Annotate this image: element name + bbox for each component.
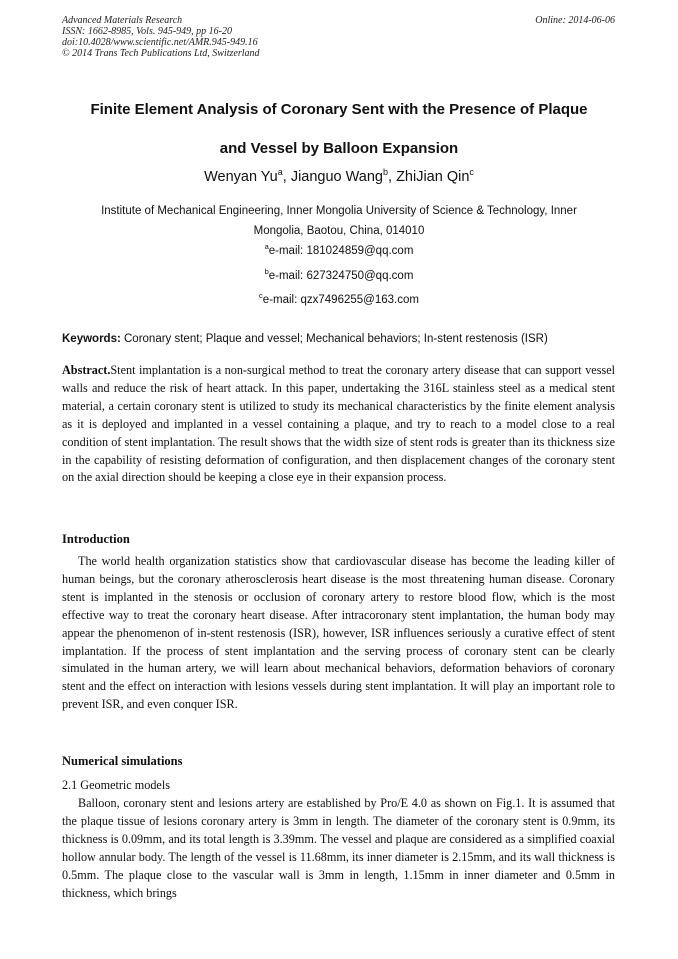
email-mark: b — [264, 267, 269, 277]
online-date: Online: 2014-06-06 — [535, 15, 615, 26]
email-text: e-mail: 627324750@qq.com — [268, 270, 414, 282]
author-separator: , — [282, 169, 291, 185]
author-name: Jianguo Wang — [290, 169, 383, 185]
affiliation — [70, 201, 608, 241]
keywords-text: Coronary stent; Plaque and vessel; Mechanical behaviors; In-stent restenosis (ISR) — [120, 333, 548, 345]
title-line-1: Finite Element Analysis of Coronary Sent with the Presence of Plaque — [90, 101, 588, 118]
abstract-text: Stent implantation is a non-surgical method to treat the coronary artery disease that can support vessel walls and reduce the risk of heart attack. In this paper, undertaking the 316L stainless steel as a medical stent material, a certain coronary stent is utilized to study its mechanical characteristics by the finite element analysis as it is deployed and implanted in a vessel containing a plaque, and try to reach to a model close to a real condition of stent implantation. The result shows that the width size of stent rods is greater than its thickness size in the capability of resisting deformation of configuration, and then displacement changes of the coronary stent on the axial direction should be keeping a close eye in their expansion process. — [62, 363, 615, 485]
author-affil-mark: a — [277, 167, 283, 178]
title-line-2: and Vessel by Balloon Expansion — [219, 140, 459, 157]
affiliation-line-1: Institute of Mechanical Engineering, Inner Mongolia University of Science & Technology, Inner — [101, 205, 577, 217]
journal-header — [62, 15, 615, 59]
email-line — [40, 268, 638, 284]
geometric-models-subheading: 2.1 Geometric models — [62, 778, 170, 792]
email-text: e-mail: qzx7496255@163.com — [262, 294, 419, 306]
introduction-heading: Introduction — [62, 532, 130, 546]
numerical-simulations-heading: Numerical simulations — [62, 754, 183, 768]
abstract-label: Abstract. — [62, 363, 111, 377]
abstract — [62, 362, 615, 487]
email-mark: c — [259, 291, 263, 301]
email-text: e-mail: 181024859@qq.com — [268, 245, 414, 257]
author-separator: , — [388, 169, 397, 185]
affiliation-line-2: Mongolia, Baotou, China, 014010 — [253, 225, 425, 237]
copyright-line: © 2014 Trans Tech Publications Ltd, Switzerland — [62, 48, 260, 59]
introduction-paragraph: The world health organization statistics show that cardiovascular disease has become the leading killer of human beings, but the coronary atherosclerosis heart disease is the most threatening human disease. Coronary stent is implanted in the stenosis or occlusion of coronary artery to restore blood flow, which is the most effective way to treat the coronary heart disease. After intracoronary stent implantation, the human body may appear the phenomenon of in-stent restenosis (ISR), however, ISR influences seriously a curative effect of stent implantation. If the process of stent implantation and the serving process of coronary stent can be clearly simulated in the human artery, we will learn about mechanical behaviors, deformation behaviors of coronary stent and the effect on interaction with lesions vessels during stent implantation. It will play an important role to prevent ISR, and even conquer ISR. — [62, 554, 615, 712]
email-line — [40, 243, 638, 259]
issn-line: ISSN: 1662-8985, Vols. 945-949, pp 16-20 — [62, 26, 232, 37]
author-name: ZhiJian Qin — [396, 169, 470, 185]
author-name: Wenyan Yu — [204, 169, 278, 185]
author-affil-mark: c — [469, 167, 474, 178]
doi-line: doi:10.4028/www.scientific.net/AMR.945-949.16 — [62, 37, 258, 48]
author-affil-mark: b — [382, 167, 388, 178]
keywords — [62, 331, 615, 347]
geometric-models-paragraph: Balloon, coronary stent and lesions artery are established by Pro/E 4.0 as shown on Fig.1. It is assumed that the plaque tissue of lesions coronary artery is 3mm in length. The diameter of the coronary stent is 0.9mm, its thickness is 0.09mm, and its total length is 3.39mm. The vessel and plaque are considered as a simplified coaxial hollow annular body. The length of the vessel is 11.68mm, its inner diameter is 2.15mm, and its wall thickness is 0.5mm. The plaque close to the vascular wall is 3mm in length, 1.15mm in inner diameter and 0.5mm in thickness, which brings — [62, 796, 615, 900]
email-line — [40, 292, 638, 308]
author-list — [40, 167, 638, 187]
paper-title — [40, 90, 638, 168]
email-mark: a — [264, 242, 269, 252]
journal-name: Advanced Materials Research — [62, 15, 183, 26]
keywords-label: Keywords: — [62, 333, 121, 345]
